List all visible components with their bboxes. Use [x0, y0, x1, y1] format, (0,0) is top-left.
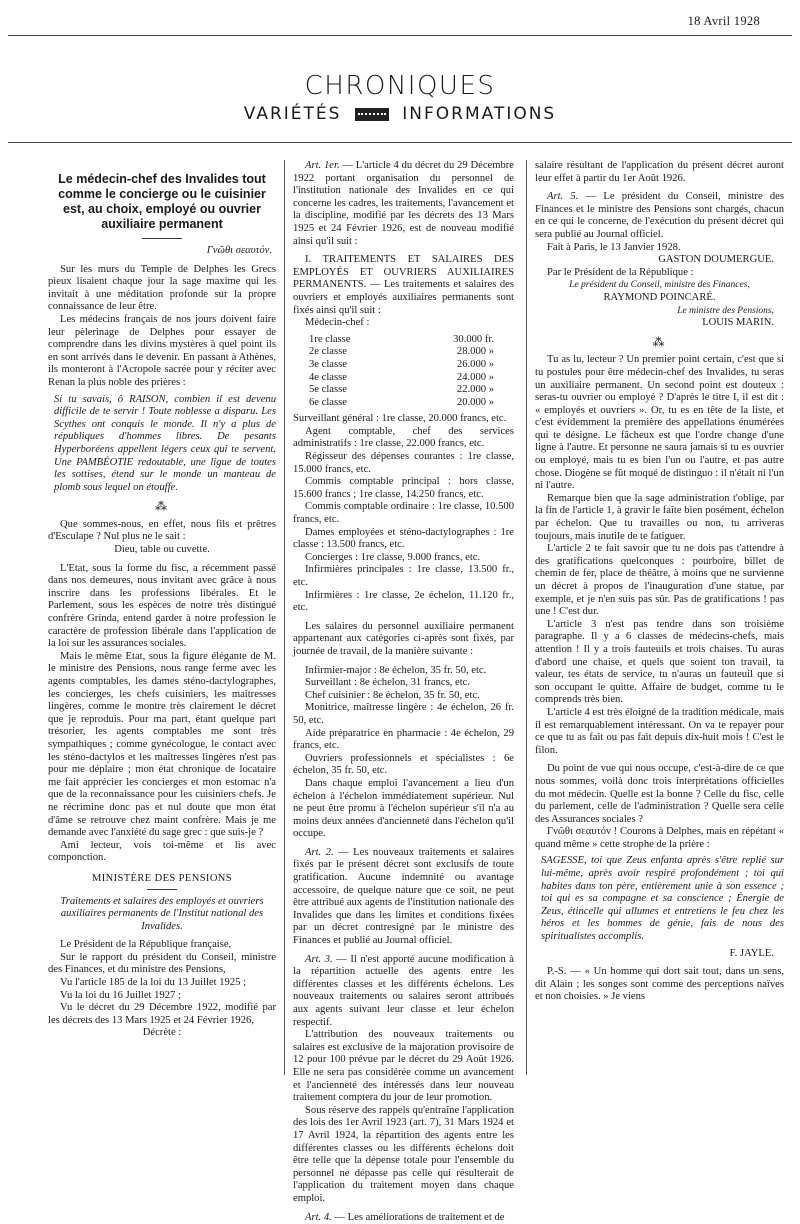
- section-title: CHRONIQUES: [0, 72, 800, 100]
- top-rule: [8, 35, 792, 36]
- paragraph: Γνῶθι σεαυτόν ! Courons à Delphes, mais en répétant « quand même » cette strophe de la prière :: [535, 826, 784, 851]
- article-text: — Le président du Conseil, ministre des Finances et le ministre des Pensions sont chargés, chacun en ce qui le concerne, de l'exécution du présent décret qui sera publié au Journal officiel.: [535, 191, 784, 240]
- article-4: [293, 1212, 514, 1224]
- class-label: 4e classe: [309, 372, 347, 385]
- wage-line: Chef cuisinier : 8e échelon, 35 fr. 50, etc.: [293, 690, 514, 703]
- class-label: 5e classe: [309, 384, 347, 397]
- article-label: Art. 2.: [305, 847, 334, 858]
- paragraph: Les médecins français de nos jours doivent faire leur pèlerinage de Delphes pour essayer de comprendre dans les divins mystères à quel point ils en sont arrivés dans le devenir. En passant à Athènes, ils monteront à l'Acropole sacrée pour y réciter avec Renan la plus noble des prières :: [48, 314, 276, 390]
- article-label: Art. 4.: [305, 1212, 332, 1223]
- signature-role: Le ministre des Pensions,: [535, 305, 784, 318]
- section-left: VARIÉTÉS: [244, 104, 342, 124]
- article-text: — L'article 4 du décret du 29 Décembre 1922 portant organisation du personnel de l'institution nationale des Invalides en ce qui concerne les cadres, les traitements, l'avancement et la discipline, modifié par les décrets des 13 Mars 1925 et 24 Février 1926, est de nouveau modifié ainsi qu'il suit :: [293, 160, 514, 247]
- article-text: — Les nouveaux traitements et salaires fixés par le présent décret sont exclusifs de toute gratification. Aucune indemnité ou avantage accessoire, de quelque nature que ce soit, ne peut être attribué aux agents de l'institution nationale des Invalides que dans les limites et conditions fixées par un décret contresigné par le ministre des Finances et publié au Journal officiel.: [293, 847, 514, 946]
- column-2: [284, 160, 518, 1075]
- greek-epigraph: Γνῶθι σεαυτόν.: [48, 245, 272, 258]
- wage-line: Ouvriers professionnels et spécialistes : 6e échelon, 35 fr. 50, etc.: [293, 753, 514, 778]
- class-value: 26.000 »: [457, 359, 494, 372]
- salary-line: Agent comptable, chef des services administratifs : 1re classe, 22.000 francs, etc.: [293, 426, 514, 451]
- paragraph: L'article 2 te fait savoir que tu ne dois pas t'attendre à des gratifications quelconques : pourboire, billet de chemin de fer, place de théâtre, à moins que ne survienne un décret à propos de l'inauguration d'une statue, par exemple, et je n'en suis pas sûr. Pas de gratifications ! pas une ! C'est dur.: [535, 543, 784, 619]
- column-1: [48, 160, 284, 1075]
- decree-date: Fait à Paris, le 13 Janvier 1928.: [535, 242, 784, 255]
- column-3: [526, 160, 788, 1075]
- class-value: 30.000 fr.: [453, 334, 494, 347]
- renan-quote: Si tu savais, ô RAISON, combien il est devenu difficile de te servir ! Toute noblesse a disparu. Les Scythes ont conquis le monde. Il n'y a plus de républiques d'hommes libres. De pesants Hyperboréens appellent légers ceux qui te servent. Une PAMBÉOTIE redoutable, une ligue de toutes les sottises, étend sur le monde un manteau de plomb sous lequel on étouffe.: [48, 394, 276, 495]
- article-label: Art. 1er.: [305, 160, 340, 171]
- prayer-quote: SAGESSE, toi que Zeus enfanta après s'être replié sur lui-même, après avoir respiré profondément ; toi qui habites dans ton père, entièrement unie à son essence ; toi qui es sa compagne et sa conscience ; Énergie de Zeus, étincelle qui allumes et entretiens le feu chez les héros et les hommes de génie, fais de nous des spiritualistes accomplis.: [535, 855, 784, 943]
- ministry-heading: MINISTÈRE DES PENSIONS: [48, 873, 276, 886]
- class-value: 28.000 »: [457, 346, 494, 359]
- class-row: [309, 384, 514, 397]
- salary-line: Infirmières principales : 1re classe, 13.500 fr., etc.: [293, 564, 514, 589]
- class-row: [309, 346, 514, 359]
- article-title: Le médecin-chef des Invalides tout comme le concierge ou le cuisinier est, au choix, employé ou ouvrier auxiliaire permanent: [48, 172, 276, 232]
- salary-line: Infirmières : 1re classe, 2e échelon, 11.120 fr., etc.: [293, 590, 514, 615]
- class-row: [309, 359, 514, 372]
- postscript: P.-S. — « Un homme qui dort sait tout, dans un sens, dit Alain ; les songes sont comme des perceptions naïves et non choisies. » Je viens: [535, 966, 784, 1004]
- paragraph: Que sommes-nous, en effet, nous fils et prêtres d'Esculape ? Nul plus ne le sait :: [48, 519, 276, 544]
- class-row: [309, 334, 514, 347]
- wage-line: Monitrice, maîtresse lingère : 4e échelon, 26 fr. 50, etc.: [293, 702, 514, 727]
- title-rule: [142, 238, 182, 239]
- class-row: [309, 372, 514, 385]
- class-label: 3e classe: [309, 359, 347, 372]
- heading-rule: [147, 889, 177, 890]
- medchef-label: Médecin-chef :: [293, 317, 514, 330]
- section-right: INFORMATIONS: [402, 104, 556, 124]
- decree-subtitle: Traitements et salaires des employés et ouvriers auxiliaires permanents de l'Institut national des Invalides.: [48, 896, 276, 934]
- signature: LOUIS MARIN.: [535, 317, 784, 330]
- article-5: [535, 191, 784, 241]
- class-list: [309, 334, 514, 410]
- paragraph: L'Etat, sous la forme du fisc, a récemment passé dans nos demeures, nous invitant avec grâce à nous inscrire dans les professions libérales. Et le Parlement, sous les espèces de notre très distingué confrère Grinda, entend garder à notre profession le caractère de profession libérale dans l'application de la loi sur les assurances sociales.: [48, 563, 276, 651]
- decree-line: Décrète :: [48, 1027, 276, 1040]
- wage-line: Surveillant : 8e échelon, 31 francs, etc.: [293, 677, 514, 690]
- paragraph: Remarque bien que la sage administration t'oblige, par la fin de l'article 1, à gravir le faîte bien posément, échelon par échelon. Que tu travailles ou non, tu arriveras toujours, mais inutile de te fatiguer.: [535, 493, 784, 543]
- salary-line: Commis comptable principal : hors classe, 15.600 francs ; 1re classe, 14.250 francs, etc.: [293, 476, 514, 501]
- article-label: Art. 3.: [305, 954, 333, 965]
- paragraph: Tu as lu, lecteur ? Un premier point certain, c'est que si tu postules pour être médecin-chef des Invalides, tu seras un auxiliaire permanent. Un second point est douteux : seras-tu ouvrier ou employé ? D'après le titre I, il est dit : « employés et ouvriers ». Or, tu es en tête de la liste, et c'est évidemment la première des appellations énumérées qui te désigne. Le fâcheux est que l'ordre change d'une ligne à l'autre. Et personne ne saura jamais si tu es ouvrier ou employé, mais tu es bien l'un ou l'autre, et pas autre chose. Diogène se fût moqué de distinguo : il n'était ni l'un ni l'autre.: [535, 354, 784, 493]
- class-value: 20.000 »: [457, 397, 494, 410]
- salary-line: Concierges : 1re classe, 9.000 francs, etc.: [293, 552, 514, 565]
- wage-line: Aide préparatrice en pharmacie : 4e échelon, 29 francs, etc.: [293, 728, 514, 753]
- salary-line: Dames employées et sténo-dactylographes : 1re classe : 13.500 francs, etc.: [293, 527, 514, 552]
- paragraph: L'article 4 est très éloigné de la tradition médicale, mais il est remarquablement intéressant. On va te repayer pour ce que tu as fait ou pas fait depuis dix-huit mois ! C'est le filon.: [535, 707, 784, 757]
- paragraph: Dieu, table ou cuvette.: [48, 544, 276, 557]
- salary-line: Surveillant général : 1re classe, 20.000 francs, etc.: [293, 413, 514, 426]
- wage-line: Infirmier-major : 8e échelon, 35 fr. 50, etc.: [293, 665, 514, 678]
- author-signature: F. JAYLE.: [535, 948, 784, 961]
- salary-line: Régisseur des dépenses courantes : 1re classe, 15.000 francs, etc.: [293, 451, 514, 476]
- paragraph: Les salaires du personnel auxiliaire permanent appartenant aux catégories ci-après sont fixés, par journée de travail, de la manière suivante :: [293, 621, 514, 659]
- class-label: 2e classe: [309, 346, 347, 359]
- paragraph: Mais le même Etat, sous la figure élégante de M. le ministre des Pensions, nous range ferme avec les agents comptables, les dames sténo-dactylographes, les concierges, les chefs cuisiniers, les maîtresses lingères, comme le montre très clairement le décret que je reproduis. Pour ma part, étant quelque part trésorier, les agents comptables me sont très sympathiques ; comme gynécologue, le contact avec les sténo-dactylos et les maîtresses lingères n'est pas pour me déplaire ; mon état chronique de locataire me fait apprécier les concierges et mon estomac n'a que de la reconnaissance pour les cuisiniers chefs. Je ne récrimine donc pas et nul doute que mon état d'âme se retrouve chez maint confrère. Mais je me demande avec l'anxiété du sage grec : que suis-je ?: [48, 651, 276, 840]
- signature: GASTON DOUMERGUE.: [535, 254, 784, 267]
- decree-line: Le Président de la République française,: [48, 939, 276, 952]
- section-subtitle: [0, 102, 800, 126]
- decree-line: Vu le décret du 29 Décembre 1922, modifié par les décrets des 13 Mars 1925 et 24 Février 1926,: [48, 1002, 276, 1027]
- salary-heading: I. TRAITEMENTS ET SALAIRES DES EMPLOYÉS ET OUVRIERS AUXILIAIRES PERMANENTS. — Les traitements et salaires des ouvriers et employés auxiliaires permanents sont fixés ainsi qu'il suit :: [293, 254, 514, 317]
- article-3: [293, 954, 514, 1030]
- class-label: 6e classe: [309, 397, 347, 410]
- signature: RAYMOND POINCARÉ.: [535, 292, 784, 305]
- ornament-icon: [355, 108, 389, 121]
- decree-line: Vu l'article 185 de la loi du 13 Juillet 1925 ;: [48, 977, 276, 990]
- paragraph: L'attribution des nouveaux traitements ou salaires est exclusive de la majoration provisoire de 12 pour 100 prévue par le décret du 29 Août 1926. Elle ne sera pas considérée comme un avancement et l'ancienneté des intéressés dans leur nouveau traitement comptera du jour de leur promotion.: [293, 1029, 514, 1105]
- decree-line: Vu la loi du 16 Juillet 1927 ;: [48, 990, 276, 1003]
- article-2: [293, 847, 514, 948]
- masthead: [0, 72, 800, 126]
- masthead-rule: [8, 142, 792, 143]
- article-text: — Il n'est apporté aucune modification à la répartition actuelle des agents entre les différentes classes et les différents échelons. Les nouveaux traitements ou salaires seront attribués aux agents suivant leur classe et leur échelon respectif.: [293, 954, 514, 1028]
- paragraph: salaire résultant de l'application du présent décret auront leur effet à partir du 1er Août 1926.: [535, 160, 784, 185]
- class-value: 22.000 »: [457, 384, 494, 397]
- article-1: [293, 160, 514, 248]
- paragraph: Sous réserve des rappels qu'entraîne l'application des lois des 1er Avril 1923 (art. 7), 31 Mars 1924 et 17 Avril 1924, la répartition des agents entre les différentes classes ou les différents échelons doit être telle que la dépense totale pour l'ensemble du personnel ne dépasse pas celle qui résulterait de l'application du traitement moyen dans chaque emploi.: [293, 1105, 514, 1206]
- paragraph: L'article 3 n'est pas tendre dans son troisième paragraphe. Il y a 6 classes de médecins-chefs, mais attention ! Il y a trois fauteuils et trois chaises. Tu auras d'abord une chaise, et quels que soient ton travail, ta valeur, tes états de service, tu n'auras un fauteuil que si son occupant le quitte. Affaire de budget, comme tu le comprends très bien.: [535, 619, 784, 707]
- asterism: ⁂: [535, 336, 784, 349]
- paragraph: Du point de vue qui nous occupe, c'est-à-dire de ce que nous sommes, voilà donc trois interprétations officielles du mot médecin. Quelle est la bonne ? Celle du fisc, celle du parlement, celle de l'administration ? Quelle sera celle des Assurances sociales ?: [535, 763, 784, 826]
- class-value: 24.000 »: [457, 372, 494, 385]
- paragraph: Ami lecteur, vois toi-même et lis avec componction.: [48, 840, 276, 865]
- class-row: [309, 397, 514, 410]
- article-label: Art. 5.: [547, 191, 578, 202]
- decree-line: Sur le rapport du président du Conseil, ministre des Finances, et du ministre des Pensions,: [48, 952, 276, 977]
- signature-role: Le président du Conseil, ministre des Finances,: [535, 279, 784, 292]
- salary-line: Commis comptable ordinaire : 1re classe, 10.500 francs, etc.: [293, 501, 514, 526]
- decree-line: Par le Président de la République :: [535, 267, 784, 280]
- article-text: — Les améliorations de traitement et de: [332, 1212, 505, 1223]
- paragraph: Sur les murs du Temple de Delphes les Grecs pieux lisaient chaque jour la sage maxime qui les invitait à une méditation profonde sur la propre connaissance de leur être.: [48, 264, 276, 314]
- asterism: ⁂: [48, 500, 276, 513]
- paragraph: Dans chaque emploi l'avancement a lieu d'un échelon à l'échelon immédiatement supérieur. Nul ne peut être promu à l'échelon supérieur s'il n'a au moins deux années d'ancienneté dans l'échelon qu'il occupe.: [293, 778, 514, 841]
- class-label: 1re classe: [309, 334, 350, 347]
- page-date: 18 Avril 1928: [688, 14, 760, 29]
